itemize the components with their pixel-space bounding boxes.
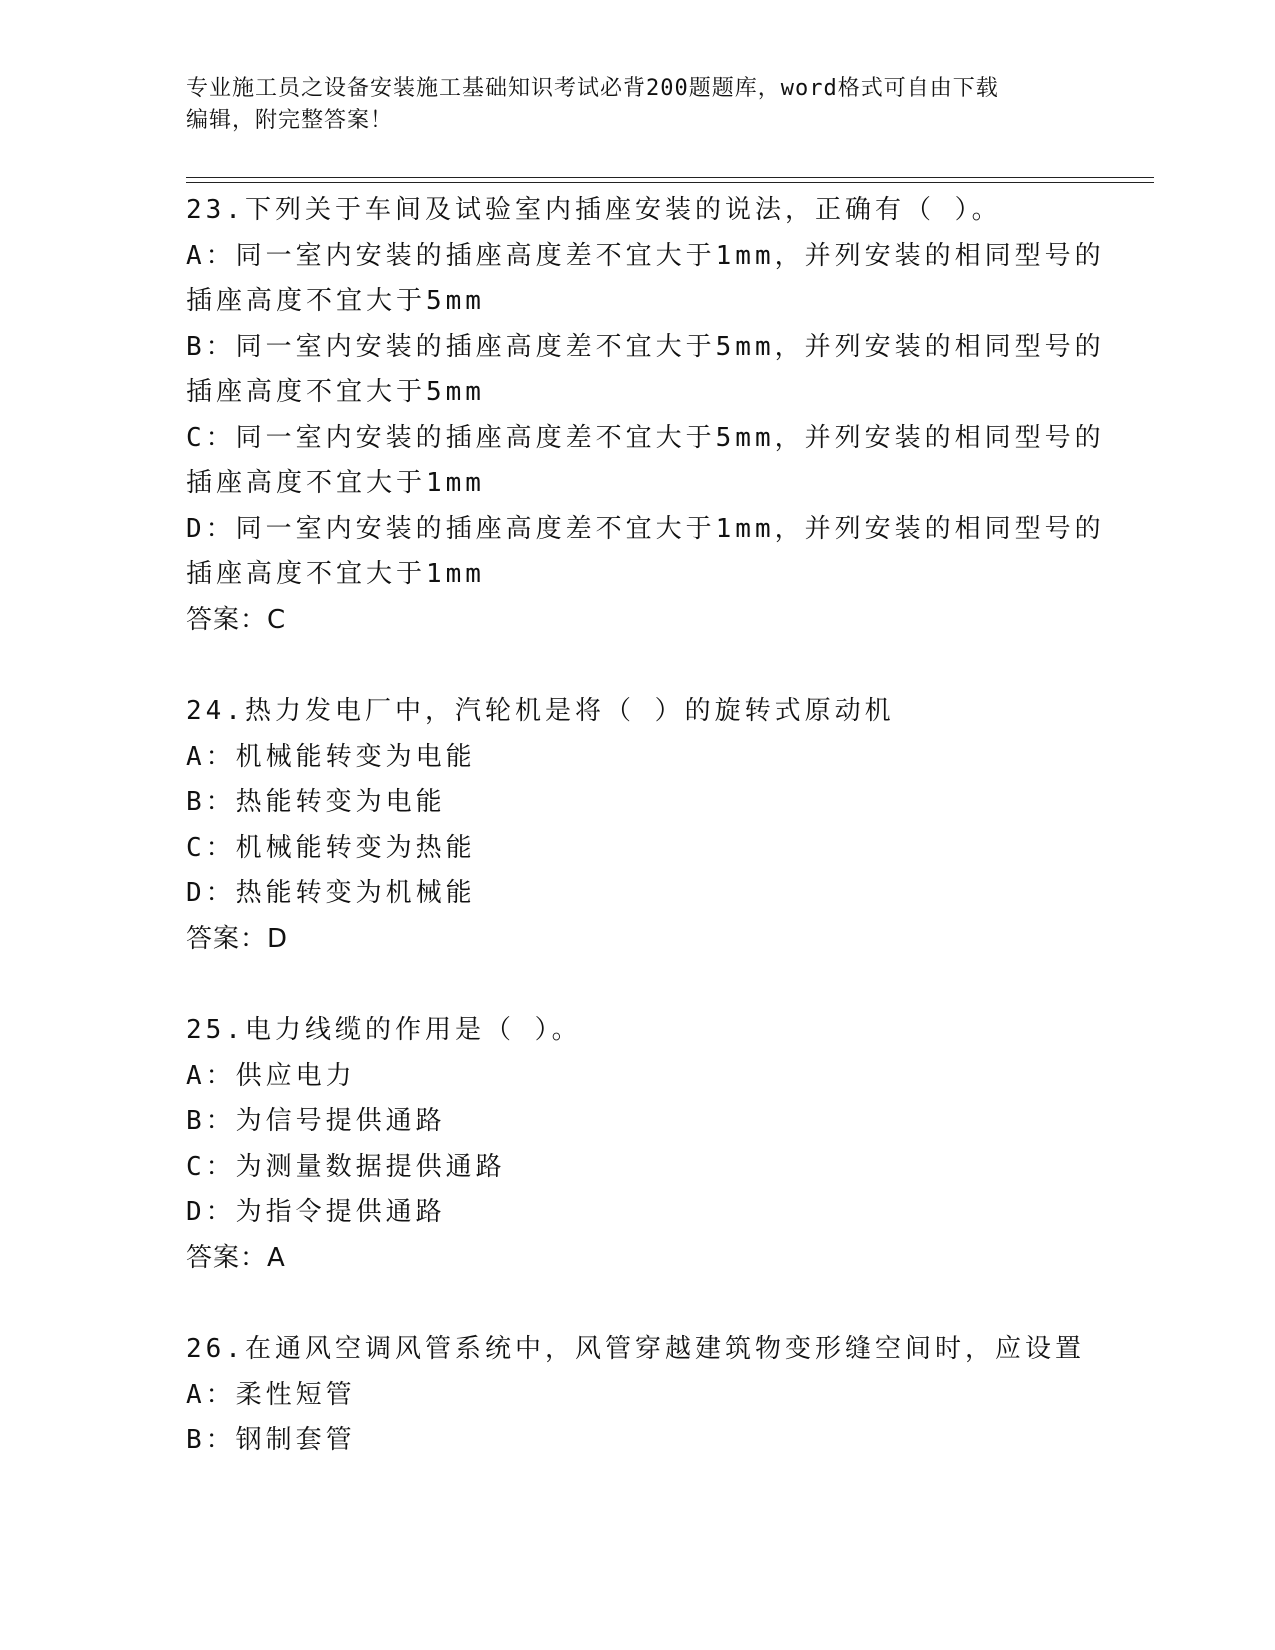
option-line: B：热能转变为电能 xyxy=(186,787,446,817)
question-stem: 23.下列关于车间及试验室内插座安装的说法，正确有（ ）。 xyxy=(186,195,1002,225)
question-block xyxy=(186,1327,1086,1464)
option-line: 插座高度不宜大于1mm xyxy=(186,468,485,498)
option-line: B：同一室内安装的插座高度差不宜大于5mm，并列安装的相同型号的 xyxy=(186,331,1105,362)
question-stem: 25.电力线缆的作用是（ ）。 xyxy=(186,1015,582,1045)
option-line: D：同一室内安装的插座高度差不宜大于1mm，并列安装的相同型号的 xyxy=(186,513,1105,544)
option-line: C：同一室内安装的插座高度差不宜大于5mm，并列安装的相同型号的 xyxy=(186,422,1105,453)
option-line: 插座高度不宜大于5mm xyxy=(186,286,485,316)
option-line: 插座高度不宜大于1mm xyxy=(186,559,485,589)
option-line: C：机械能转变为热能 xyxy=(186,832,476,863)
answer-label: 答案：D xyxy=(186,923,289,954)
question-block xyxy=(186,689,1086,962)
option-line: A：柔性短管 xyxy=(186,1379,356,1410)
option-line: D：为指令提供通路 xyxy=(186,1197,446,1227)
option-line: C：为测量数据提供通路 xyxy=(186,1151,506,1182)
header-title-line-1: 专业施工员之设备安装施工基础知识考试必背200题题库，word格式可自由下载 xyxy=(186,76,999,101)
question-block xyxy=(186,188,1105,643)
header-divider-top xyxy=(186,177,1154,178)
option-line: A：机械能转变为电能 xyxy=(186,741,476,772)
option-line: A：同一室内安装的插座高度差不宜大于1mm，并列安装的相同型号的 xyxy=(186,240,1105,271)
header-divider-bottom xyxy=(186,182,1154,183)
option-line: 插座高度不宜大于5mm xyxy=(186,377,485,407)
question-stem: 26.在通风空调风管系统中，风管穿越建筑物变形缝空间时，应设置 xyxy=(186,1334,1085,1364)
document-header xyxy=(186,73,1066,137)
answer-label: 答案：A xyxy=(186,1242,286,1273)
question-block xyxy=(186,1008,1086,1281)
answer-label: 答案：C xyxy=(186,604,287,635)
question-list xyxy=(186,188,1105,1510)
option-line: B：钢制套管 xyxy=(186,1425,356,1455)
option-line: D：热能转变为机械能 xyxy=(186,878,476,908)
header-title-line-2: 编辑，附完整答案！ xyxy=(186,108,394,133)
option-line: A：供应电力 xyxy=(186,1060,356,1091)
option-line: B：为信号提供通路 xyxy=(186,1106,446,1136)
question-stem: 24.热力发电厂中，汽轮机是将（ ）的旋转式原动机 xyxy=(186,696,895,726)
